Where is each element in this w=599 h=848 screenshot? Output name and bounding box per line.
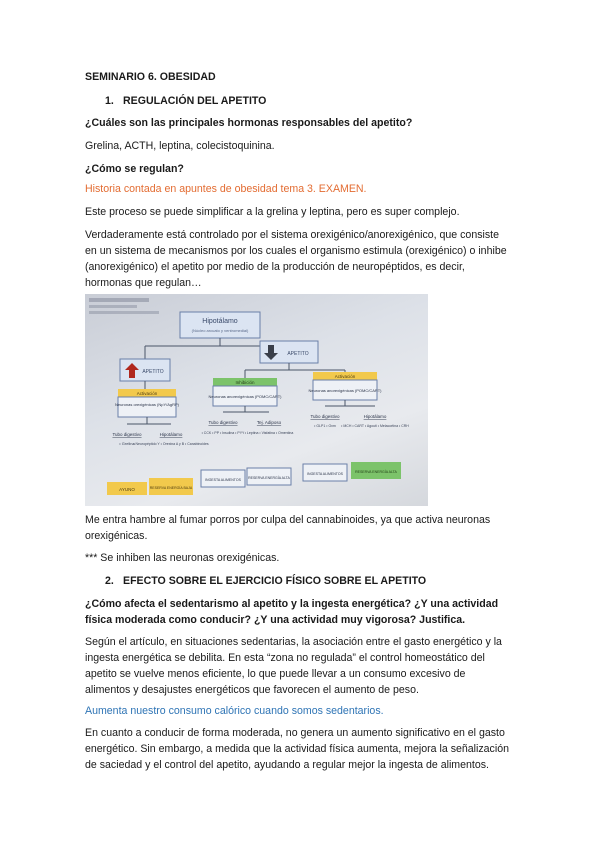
paragraph-driving-line: de saciedad y el control del apetito, ayudando a regular mejor la ingesta de alimentos. bbox=[85, 759, 489, 771]
paragraph-system-line: hormonas que regulan… bbox=[85, 277, 202, 289]
paragraph-article-line: alimentos y desajustes energéticos que favorecen el aumento de peso. bbox=[85, 684, 419, 696]
diagram-up-label: APETITO bbox=[142, 369, 164, 375]
diagram-source-tubo-3: Tubo digestivo bbox=[310, 414, 340, 419]
diagram-footer-ingesta-1: INGESTA ALIMENTOS bbox=[205, 478, 241, 482]
question-sedentary-line: física moderada como conducir? ¿Y una actividad muy vigorosa? Justifica. bbox=[85, 614, 466, 626]
question-sedentary-line: ¿Cómo afecta el sedentarismo al apetito y la ingesta energética? ¿Y una actividad bbox=[85, 598, 499, 610]
diagram-source-tubo-3-items: • GLP1 • Oxm bbox=[314, 424, 336, 428]
diagram-top-sub: (Núcleo arcuato y ventromedial) bbox=[191, 328, 249, 333]
diagram-inhibition: Inhibición bbox=[235, 380, 255, 385]
paragraph-simplify: Este proceso se puede simplificar a la grelina y leptina, pero es super complejo. bbox=[85, 206, 460, 218]
question-regulation: ¿Cómo se regulan? bbox=[85, 163, 184, 175]
paragraph-inhibited-neurons: *** Se inhiben las neuronas orexigénicas. bbox=[85, 552, 280, 564]
diagram-activation-right: Activación bbox=[334, 374, 356, 379]
diagram-orexigenic-neurons: Neuronas orexigénicas (NpY/AgRP) bbox=[114, 402, 180, 407]
diagram-source-hipot-2: Hipotálamo bbox=[363, 414, 387, 419]
diagram-footer-reserva-alta-2: RESERVA ENERGÍA ALTA bbox=[355, 470, 397, 474]
diagram-footer-ingesta-2: INGESTA ALIMENTOS bbox=[307, 472, 343, 476]
answer-hormones: Grelina, ACTH, leptina, colecistoquinina. bbox=[85, 140, 275, 152]
paragraph-driving-line: energético. Sin embargo, a medida que la actividad física aumenta, mejora la señalización bbox=[85, 743, 509, 755]
diagram-source-hipot-2-items: • MCH • CART • Agouti • Melacortina • CRH bbox=[341, 424, 409, 428]
diagram-source-tubo-2: Tubo digestivo bbox=[208, 420, 238, 425]
diagram-footer-ayuno: AYUNO bbox=[119, 487, 135, 492]
diagram-down-label: APETITO bbox=[287, 351, 309, 357]
paragraph-system-line: en un sistema de mecanismos por los cuales el organismo estimula (orexigénico) o inhibe bbox=[85, 245, 507, 257]
diagram-source-tubo-1-items: • Grelina bbox=[119, 441, 135, 446]
paragraph-cannabinoids-line: Me entra hambre al fumar porros por culpa del cannabinoides, ya que activa neuronas bbox=[85, 514, 491, 526]
diagram-source-tej: Tej. Adiposo bbox=[256, 420, 282, 425]
diagram-source-tubo-1: Tubo digestivo bbox=[112, 432, 142, 437]
diagram-activation-left: Activación bbox=[136, 391, 158, 396]
paragraph-cannabinoids-line: orexigénicas. bbox=[85, 530, 148, 542]
paragraph-article-line: Según el artículo, en situaciones sedentarias, la asociación entre el gasto energético y la bbox=[85, 636, 502, 648]
section-1-number: 1. bbox=[105, 95, 114, 107]
section-2-heading-text: EFECTO SOBRE EL EJERCICIO FÍSICO SOBRE EL APETITO bbox=[123, 575, 427, 587]
appetite-diagram-photo bbox=[85, 294, 428, 506]
diagram-source-tubo-2-items: • CCK • PP • Insulina • PYY bbox=[201, 431, 245, 435]
section-1-heading bbox=[105, 94, 266, 110]
note-exam: Historia contada en apuntes de obesidad tema 3. EXAMEN. bbox=[85, 183, 367, 195]
diagram-source-hipot-1-items: • Neuropéptido Y • Orexina A y B • Canabinoides bbox=[133, 442, 209, 446]
paragraph-article-line: ingesta energética se debilita. En esta “zona no regulada” el control homeostático del bbox=[85, 652, 485, 664]
diagram-source-hipot-1: Hipotálamo bbox=[159, 432, 183, 437]
section-2-number: 2. bbox=[105, 575, 114, 587]
diagram-footer-reserva-alta-1: RESERVA ENERGÍA ALTA bbox=[248, 476, 290, 480]
section-1-heading-text: REGULACIÓN DEL APETITO bbox=[123, 95, 267, 107]
document-title: SEMINARIO 6. OBESIDAD bbox=[85, 71, 216, 83]
question-hormones: ¿Cuáles son las principales hormonas responsables del apetito? bbox=[85, 117, 413, 129]
paragraph-article-line: apetito se vuelve menos eficiente, lo que puede llevar a un consumo excesivo de bbox=[85, 668, 466, 680]
paragraph-system-line: (anorexigénico) el apetito por medio de la producción de neuropéptidos, es decir, bbox=[85, 261, 465, 273]
paragraph-system-line: Verdaderamente está controlado por el sistema orexigénico/anorexigénico, que consiste bbox=[85, 229, 499, 241]
diagram-source-tej-items: • Leptina • Visfatina • Omentina bbox=[244, 431, 294, 435]
note-sedentary: Aumenta nuestro consumo calórico cuando somos sedentarios. bbox=[85, 705, 384, 717]
diagram-anorexigenic-neurons-1: Neuronas anorexigénicas (POMC/CART) bbox=[208, 394, 282, 399]
diagram-footer-reserva-baja: RESERVA ENERGÍA BAJA bbox=[149, 486, 193, 490]
diagram-top-label: Hipotálamo bbox=[202, 318, 238, 325]
paragraph-driving-line: En cuanto a conducir de forma moderada, no genera un aumento significativo en el gasto bbox=[85, 727, 505, 739]
section-2-heading bbox=[105, 574, 426, 590]
diagram-anorexigenic-neurons-2: Neuronas anorexigénicas (POMC/CART) bbox=[308, 388, 382, 393]
